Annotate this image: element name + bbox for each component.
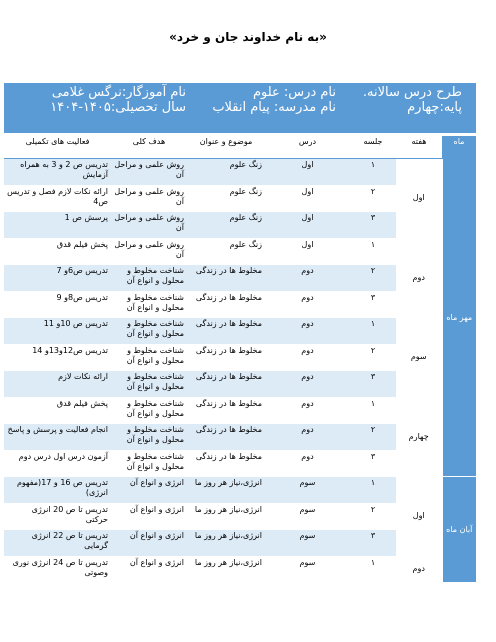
session-cell: ۳ <box>350 450 396 477</box>
goal-cell: روش علمی و مراحل آن <box>111 185 187 212</box>
header-teacher-column <box>11 85 186 115</box>
session-cell: ۱ <box>350 159 396 186</box>
header-plan-column <box>352 85 462 115</box>
goal-cell: شناخت مخلوط و محلول و انواع آن <box>111 318 187 345</box>
activity-cell: انجام فعالیت و پرسش و پاسخ <box>4 424 111 451</box>
topic-cell: مخلوط ها در زندگی <box>187 344 265 371</box>
course-name: نام درس: علوم <box>252 85 336 100</box>
column-header-activity: فعالیت های تکمیلی <box>4 136 111 159</box>
topic-cell: انرژی،نیاز هر روز ما <box>187 503 265 530</box>
activity-cell: تدریس تا ص 20 انرژی حرکتی <box>4 503 111 530</box>
topic-cell: مخلوط ها در زندگی <box>187 318 265 345</box>
session-cell: ۱ <box>350 318 396 345</box>
table-header-row <box>4 136 476 159</box>
lesson-cell: دوم <box>265 318 350 345</box>
lesson-plan-table <box>4 135 476 583</box>
table-row <box>4 238 476 265</box>
goal-cell: روش علمی و مراحل آن <box>111 212 187 239</box>
lesson-cell: دوم <box>265 450 350 477</box>
lesson-cell: سوم <box>265 477 350 504</box>
activity-cell: آزمون درس اول درس دوم <box>4 450 111 477</box>
activity-cell: تدریس ص6و 7 <box>4 265 111 292</box>
goal-cell: شناخت مخلوط و محلول و انواع آن <box>111 397 187 424</box>
activity-cell: تدریس ص8و 9 <box>4 291 111 318</box>
goal-cell: شناخت مخلوط و محلول و انواع آن <box>111 265 187 292</box>
column-header-lesson: درس <box>265 136 350 159</box>
activity-cell: تدریس ص 10و 11 <box>4 318 111 345</box>
activity-cell: تدریس تا ص 22 انرژی گرمایی <box>4 530 111 557</box>
session-cell: ۲ <box>350 265 396 292</box>
lesson-cell: دوم <box>265 291 350 318</box>
week-cell: چهارم <box>396 397 442 477</box>
week-cell: سوم <box>396 318 442 398</box>
topic-cell: مخلوط ها در زندگی <box>187 450 265 477</box>
school-year: سال تحصیلی:۱۴۰۵-۱۴۰۴ <box>50 100 186 115</box>
goal-cell: انرژی و انواع آن <box>111 477 187 504</box>
goal-cell: شناخت مخلوط و محلول و انواع آن <box>111 450 187 477</box>
column-header-topic: موضوع و عنوان <box>187 136 265 159</box>
table-row <box>4 159 476 186</box>
lesson-cell: سوم <box>265 503 350 530</box>
lesson-cell: اول <box>265 238 350 265</box>
topic-cell: انرژی،نیاز هر روز ما <box>187 530 265 557</box>
week-cell: اول <box>396 477 442 557</box>
session-cell: ۱ <box>350 397 396 424</box>
session-cell: ۲ <box>350 185 396 212</box>
topic-cell: مخلوط ها در زندگی <box>187 371 265 398</box>
goal-cell: شناخت مخلوط و محلول و انواع آن <box>111 424 187 451</box>
table-row <box>4 318 476 345</box>
activity-cell: تدریس ص 2 و 3 به همراه آزمایش <box>4 159 111 186</box>
lesson-cell: اول <box>265 159 350 186</box>
session-cell: ۲ <box>350 503 396 530</box>
activity-cell: پخش فیلم قدق <box>4 238 111 265</box>
lesson-cell: دوم <box>265 344 350 371</box>
lesson-cell: دوم <box>265 265 350 292</box>
month-cell: مهر ماه <box>442 159 476 477</box>
week-cell: دوم <box>396 556 442 583</box>
topic-cell: زنگ علوم <box>187 185 265 212</box>
goal-cell: انرژی و انواع آن <box>111 530 187 557</box>
month-cell: آبان ماه <box>442 477 476 583</box>
goal-cell: شناخت مخلوط و محلول و انواع آن <box>111 344 187 371</box>
topic-cell: مخلوط ها در زندگی <box>187 424 265 451</box>
lesson-cell: سوم <box>265 556 350 583</box>
topic-cell: زنگ علوم <box>187 238 265 265</box>
column-header-session: جلسه <box>350 136 396 159</box>
document-title: «به نام خداوند جان و خرد» <box>169 30 327 44</box>
session-cell: ۲ <box>350 424 396 451</box>
topic-cell: مخلوط ها در زندگی <box>187 291 265 318</box>
week-cell: اول <box>396 159 442 239</box>
table-row <box>4 556 476 583</box>
table-row <box>4 477 476 504</box>
activity-cell: پرسش ص 1 <box>4 212 111 239</box>
column-header-week: هفته <box>396 136 442 159</box>
activity-cell: پخش فیلم قدق <box>4 397 111 424</box>
lesson-cell: دوم <box>265 397 350 424</box>
topic-cell: مخلوط ها در زندگی <box>187 397 265 424</box>
grade-label: پایه:چهارم <box>407 100 462 115</box>
goal-cell: انرژی و انواع آن <box>111 556 187 583</box>
topic-cell: مخلوط ها در زندگی <box>187 265 265 292</box>
session-cell: ۳ <box>350 530 396 557</box>
teacher-name: نام آموزگار:نرگس غلامی <box>51 85 186 100</box>
activity-cell: تدریس ص 16 و 17(مفهوم انرژی) <box>4 477 111 504</box>
lesson-cell: اول <box>265 212 350 239</box>
activity-cell: ارائه نکات لازم فصل و تدریس ص4 <box>4 185 111 212</box>
lesson-cell: دوم <box>265 424 350 451</box>
plan-header <box>4 83 476 133</box>
goal-cell: شناخت مخلوط و محلول و انواع آن <box>111 371 187 398</box>
session-cell: ۱ <box>350 477 396 504</box>
topic-cell: زنگ علوم <box>187 212 265 239</box>
topic-cell: انرژی،نیاز هر روز ما <box>187 477 265 504</box>
session-cell: ۱ <box>350 238 396 265</box>
table-row <box>4 397 476 424</box>
lesson-cell: دوم <box>265 371 350 398</box>
session-cell: ۳ <box>350 212 396 239</box>
lesson-cell: سوم <box>265 530 350 557</box>
school-name: نام مدرسه: پیام انقلاب <box>212 100 336 115</box>
week-cell: دوم <box>396 238 442 318</box>
goal-cell: انرژی و انواع آن <box>111 503 187 530</box>
goal-cell: روش علمی و مراحل آن <box>111 238 187 265</box>
lesson-cell: اول <box>265 185 350 212</box>
header-course-column <box>206 85 336 115</box>
activity-cell: ارائه نکات لازم <box>4 371 111 398</box>
plan-title: طرح درس سالانه. <box>362 85 462 100</box>
session-cell: ۳ <box>350 371 396 398</box>
goal-cell: شناخت مخلوط و محلول و انواع آن <box>111 291 187 318</box>
session-cell: ۳ <box>350 291 396 318</box>
session-cell: ۱ <box>350 556 396 583</box>
topic-cell: انرژی،نیاز هر روز ما <box>187 556 265 583</box>
column-header-month: ماه <box>442 136 476 159</box>
session-cell: ۲ <box>350 344 396 371</box>
table-body <box>4 136 476 583</box>
goal-cell: روش علمی و مراحل آن <box>111 159 187 186</box>
activity-cell: تدریس ص12و13و 14 <box>4 344 111 371</box>
topic-cell: زنگ علوم <box>187 159 265 186</box>
column-header-goal: هدف کلی <box>111 136 187 159</box>
activity-cell: تدریس تا ص 24 انرژی نوری وصوتی <box>4 556 111 583</box>
